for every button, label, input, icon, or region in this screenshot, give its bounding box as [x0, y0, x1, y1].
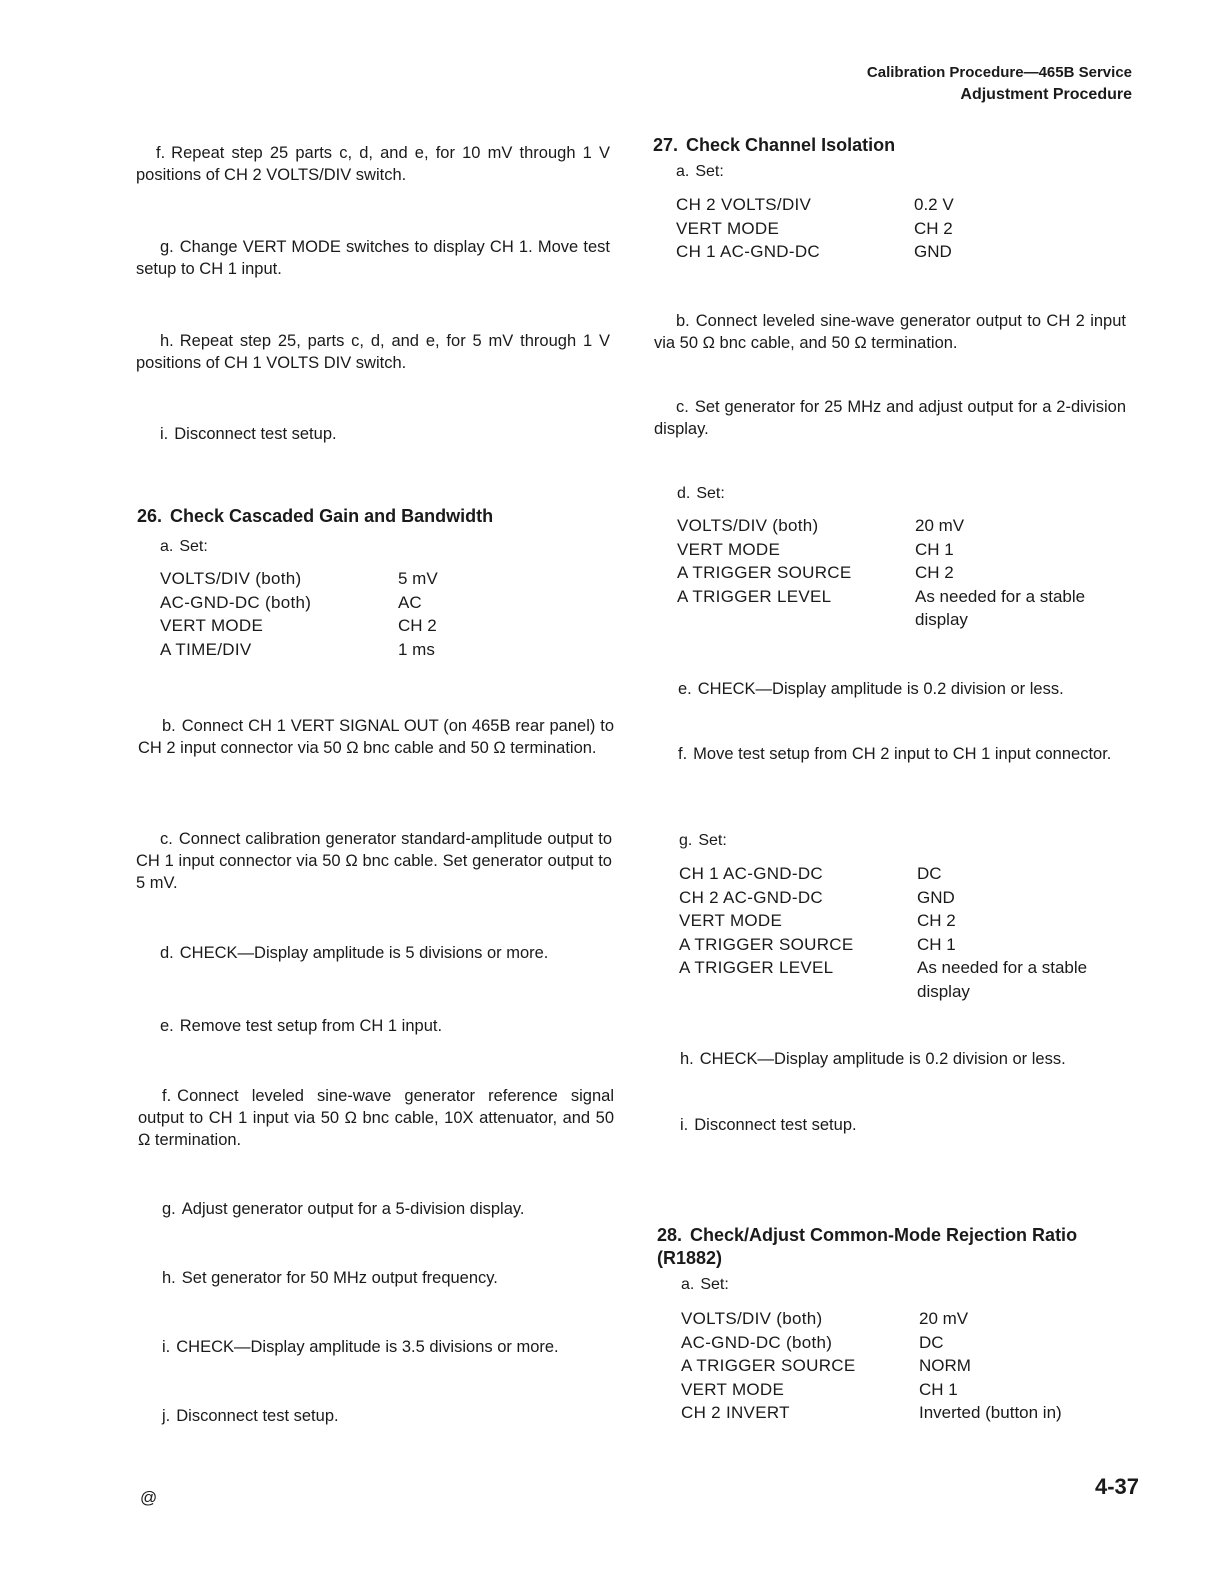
- setting-value: Inverted (button in): [919, 1403, 1062, 1422]
- step-label: h.: [162, 1269, 176, 1287]
- settings-row: [160, 614, 438, 638]
- section-number: 26.: [137, 506, 163, 526]
- setting-value: DC: [917, 864, 942, 883]
- footer-revision-mark: @: [140, 1488, 158, 1507]
- setting-control: A TRIGGER SOURCE: [677, 563, 852, 582]
- settings-row: [160, 567, 438, 591]
- settings-row: [681, 1378, 1062, 1402]
- setting-value: As needed for a stable display: [915, 586, 1086, 629]
- header-line-2: Adjustment Procedure: [960, 86, 1132, 103]
- setting-value: CH 2: [398, 616, 437, 635]
- step-27i: [680, 1114, 1130, 1136]
- section-title: Check/Adjust Common-Mode Rejection Ratio (R1882): [657, 1225, 1078, 1268]
- step-text: Change VERT MODE switches to display CH 1. Move test setup to CH 1 input.: [136, 238, 610, 278]
- step-text: Set:: [696, 485, 725, 502]
- step-label: c.: [676, 398, 689, 416]
- setting-value: 0.2 V: [914, 195, 954, 214]
- setting-control: VERT MODE: [679, 911, 783, 930]
- step-text: Connect calibration generator standard-amplitude output to CH 1 input connector via 50 Ω bnc cable. Set generator output to 5 mV.: [136, 830, 612, 892]
- step-label: i.: [160, 425, 169, 443]
- setting-control: A TRIGGER SOURCE: [679, 934, 854, 954]
- section-number: 28.: [657, 1225, 683, 1245]
- page-number: 4-37: [1094, 1474, 1139, 1499]
- step-26i: [138, 1336, 614, 1358]
- step-text: Repeat step 25, parts c, d, and e, for 5 mV through 1 V positions of CH 1 VOLTS DIV switch.: [136, 332, 610, 372]
- step-text: Set:: [700, 1276, 729, 1293]
- step-label: h.: [160, 332, 174, 350]
- settings-table-28a: [681, 1307, 1062, 1425]
- step-label: g.: [162, 1200, 176, 1218]
- step-27c: [654, 396, 1126, 440]
- step-text: CHECK—Display amplitude is 0.2 division or less.: [699, 1050, 1066, 1068]
- settings-row: [677, 538, 1115, 562]
- setting-control: A TRIGGER SOURCE: [681, 1356, 856, 1375]
- setting-control: VOLTS/DIV (both): [681, 1309, 823, 1328]
- setting-control: CH 1 AC-GND-DC: [679, 864, 823, 883]
- setting-value: CH 2: [915, 563, 954, 582]
- step-text: Connect leveled sine-wave generator reference signal output to CH 1 input via 50 Ω bnc cable, 10X attenuator, and 50 Ω termination.: [138, 1087, 614, 1149]
- setting-value: CH 1: [915, 539, 954, 559]
- setting-control: VERT MODE: [681, 1379, 785, 1399]
- setting-control: AC-GND-DC (both): [160, 592, 312, 612]
- setting-value: 1 ms: [398, 639, 435, 659]
- setting-value: GND: [917, 887, 955, 907]
- settings-row: [676, 240, 954, 264]
- setting-value: GND: [914, 242, 952, 261]
- setting-control: A TIME/DIV: [160, 639, 252, 659]
- settings-row: [677, 561, 1115, 585]
- step-text: CHECK—Display amplitude is 5 divisions or more.: [179, 944, 549, 962]
- step-label: e.: [160, 1017, 174, 1035]
- step-text: CHECK—Display amplitude is 0.2 division or less.: [697, 680, 1064, 698]
- settings-row: [676, 193, 954, 217]
- step-26h: [138, 1267, 614, 1289]
- step-25g: [136, 236, 610, 280]
- step-text: Set:: [179, 538, 208, 555]
- step-label: f.: [156, 144, 166, 162]
- setting-value: CH 2: [914, 218, 953, 238]
- step-text: Set:: [698, 832, 727, 849]
- section-title: Check Channel Isolation: [686, 135, 896, 155]
- section-title: Check Cascaded Gain and Bandwidth: [170, 506, 494, 526]
- step-text: Set generator for 25 MHz and adjust output for a 2-division display.: [654, 398, 1126, 438]
- setting-control: VOLTS/DIV (both): [160, 569, 302, 588]
- setting-value: AC: [398, 592, 422, 612]
- step-label: c.: [160, 830, 173, 848]
- step-26f: [138, 1085, 614, 1151]
- step-label: e.: [678, 680, 692, 698]
- step-26g: [138, 1198, 614, 1220]
- section-28-heading: [657, 1224, 1137, 1270]
- header-line-1: Calibration Procedure—465B Service: [866, 64, 1132, 81]
- settings-table-27a: [676, 193, 954, 264]
- settings-row: [681, 1354, 1062, 1378]
- step-label: a.: [681, 1276, 695, 1293]
- setting-control: A TRIGGER LEVEL: [677, 586, 832, 606]
- step-text: Disconnect test setup.: [694, 1116, 857, 1134]
- step-26c: [136, 828, 612, 894]
- step-27g: [679, 830, 727, 852]
- step-26j: [138, 1405, 614, 1427]
- step-text: Repeat step 25 parts c, d, and e, for 10 mV through 1 V positions of CH 2 VOLTS/DIV switch.: [136, 144, 610, 184]
- step-text: Connect leveled sine-wave generator output to CH 2 input via 50 Ω bnc cable, and 50 Ω termination.: [654, 312, 1126, 352]
- section-26-heading: [137, 505, 493, 528]
- section-number: 27.: [653, 135, 679, 155]
- setting-value: As needed for a stable display: [917, 958, 1088, 1001]
- step-text: Set generator for 50 MHz output frequency.: [181, 1269, 498, 1287]
- step-26b: [138, 715, 614, 759]
- step-text: Adjust generator output for a 5-division display.: [181, 1200, 525, 1218]
- setting-control: VERT MODE: [677, 539, 781, 559]
- setting-control: CH 2 AC-GND-DC: [679, 887, 823, 907]
- step-label: i.: [680, 1116, 689, 1134]
- step-label: g.: [160, 238, 174, 256]
- step-label: i.: [162, 1338, 171, 1356]
- step-label: b.: [676, 312, 690, 330]
- settings-row: [679, 956, 1117, 1003]
- step-label: a.: [160, 538, 174, 555]
- step-27a: [676, 161, 724, 183]
- step-label: d.: [160, 944, 174, 962]
- settings-table-27d: [677, 514, 1115, 632]
- step-label: f.: [162, 1087, 172, 1105]
- setting-value: DC: [919, 1332, 944, 1352]
- step-26d: [136, 942, 612, 964]
- setting-control: VERT MODE: [160, 616, 264, 635]
- step-27d: [677, 483, 725, 505]
- section-27-heading: [653, 134, 895, 157]
- step-25f: [136, 142, 610, 186]
- settings-row: [679, 862, 1117, 886]
- step-label: g.: [679, 832, 693, 849]
- step-label: a.: [676, 163, 690, 180]
- settings-row: [677, 585, 1115, 632]
- setting-control: VOLTS/DIV (both): [677, 516, 819, 535]
- step-text: Connect CH 1 VERT SIGNAL OUT (on 465B rear panel) to CH 2 input connector via 50 Ω bnc cable and 50 Ω termination.: [138, 717, 614, 757]
- setting-value: 20 mV: [919, 1309, 969, 1328]
- settings-row: [679, 933, 1117, 957]
- step-text: Move test setup from CH 2 input to CH 1 input connector.: [693, 745, 1112, 763]
- step-label: d.: [677, 485, 691, 502]
- step-27h: [680, 1048, 1140, 1070]
- step-text: Remove test setup from CH 1 input.: [179, 1017, 443, 1035]
- setting-value: CH 1: [917, 934, 956, 954]
- step-text: Disconnect test setup.: [174, 425, 337, 443]
- settings-row: [681, 1307, 1062, 1331]
- setting-control: A TRIGGER LEVEL: [679, 958, 834, 977]
- step-label: j.: [162, 1407, 171, 1425]
- setting-control: CH 2 INVERT: [681, 1403, 790, 1422]
- step-label: b.: [162, 717, 176, 735]
- setting-control: AC-GND-DC (both): [681, 1332, 833, 1352]
- setting-value: 5 mV: [398, 569, 438, 588]
- settings-row: [679, 886, 1117, 910]
- setting-value: NORM: [919, 1356, 971, 1375]
- step-26a: [160, 536, 208, 558]
- step-28a: [681, 1274, 729, 1296]
- step-text: Disconnect test setup.: [176, 1407, 339, 1425]
- settings-table-26a: [160, 567, 438, 661]
- setting-control: CH 1 AC-GND-DC: [676, 242, 820, 261]
- setting-control: CH 2 VOLTS/DIV: [676, 195, 812, 214]
- running-header: [867, 62, 1132, 106]
- step-label: f.: [678, 745, 688, 763]
- step-25h: [136, 330, 610, 374]
- setting-value: CH 1: [919, 1379, 958, 1399]
- step-text: CHECK—Display amplitude is 3.5 divisions or more.: [176, 1338, 559, 1356]
- settings-table-27g: [679, 862, 1117, 1003]
- step-text: Set:: [695, 163, 724, 180]
- step-label: h.: [680, 1050, 694, 1068]
- step-26e: [136, 1015, 612, 1037]
- settings-row: [677, 514, 1115, 538]
- step-27e: [654, 678, 1128, 700]
- settings-row: [676, 217, 954, 241]
- setting-control: VERT MODE: [676, 218, 780, 238]
- setting-value: CH 2: [917, 911, 956, 930]
- settings-row: [160, 638, 438, 662]
- settings-row: [681, 1331, 1062, 1355]
- settings-row: [160, 591, 438, 615]
- settings-row: [681, 1401, 1062, 1425]
- step-27f: [654, 743, 1128, 765]
- setting-value: 20 mV: [915, 516, 965, 535]
- step-25i: [136, 423, 610, 445]
- settings-row: [679, 909, 1117, 933]
- step-27b: [654, 310, 1126, 354]
